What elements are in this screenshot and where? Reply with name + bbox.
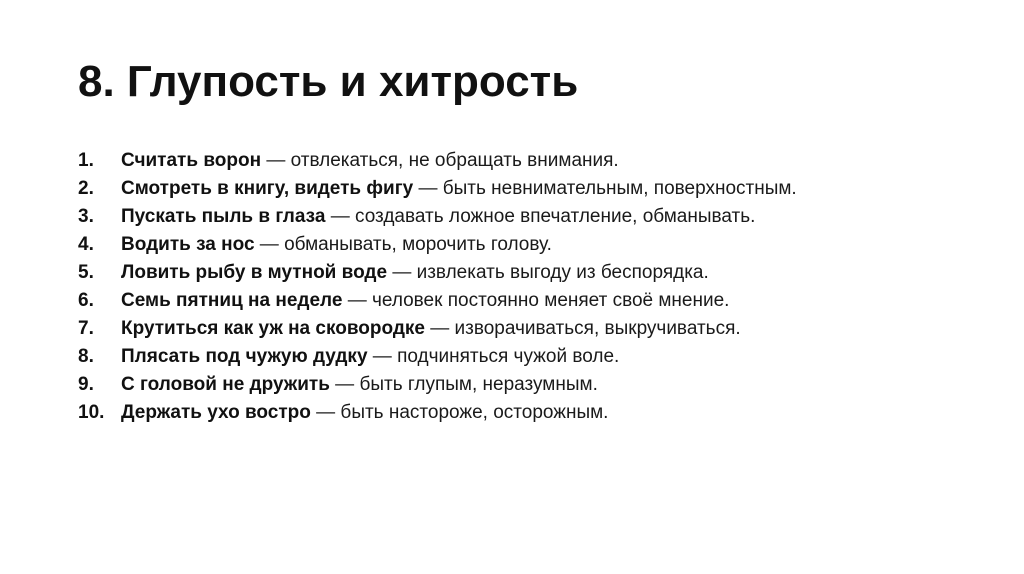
item-number: 5. — [78, 262, 94, 283]
list-item — [78, 262, 978, 283]
idiom-phrase: С головой не дружить — [121, 374, 330, 395]
idiom-phrase: Считать ворон — [121, 150, 262, 171]
item-number: 4. — [78, 234, 94, 255]
idiom-meaning: — изворачиваться, выкручиваться. — [424, 318, 741, 339]
item-number: 10. — [78, 402, 105, 423]
item-text — [121, 178, 978, 199]
idiom-meaning: — подчиняться чужой воле. — [367, 346, 620, 367]
idiom-meaning: — быть настороже, осторожным. — [310, 402, 609, 423]
idiom-phrase: Водить за нос — [121, 234, 255, 255]
idiom-phrase: Смотреть в книгу, видеть фигу — [121, 178, 414, 199]
item-text — [121, 206, 978, 227]
item-number: 8. — [78, 346, 94, 367]
idiom-phrase: Семь пятниц на неделе — [121, 290, 343, 311]
list-item — [78, 206, 978, 227]
item-text — [121, 346, 978, 367]
idiom-phrase: Пускать пыль в глаза — [121, 206, 326, 227]
idiom-phrase: Держать ухо востро — [121, 402, 311, 423]
idiom-phrase: Ловить рыбу в мутной воде — [121, 262, 388, 283]
idiom-meaning: — быть глупым, неразумным. — [329, 374, 598, 395]
list-item — [78, 318, 978, 339]
list-item — [78, 346, 978, 367]
list-item — [78, 178, 978, 199]
slide-title: 8. Глупость и хитрость — [78, 57, 579, 106]
idiom-meaning: — отвлекаться, не обращать внимания. — [261, 150, 619, 171]
idiom-meaning: — создавать ложное впечатление, обманывать. — [325, 206, 756, 227]
item-number: 3. — [78, 206, 94, 227]
item-number: 9. — [78, 374, 94, 395]
idiom-phrase: Плясать под чужую дудку — [121, 346, 368, 367]
idiom-meaning: — человек постоянно меняет своё мнение. — [342, 290, 730, 311]
item-text — [121, 262, 978, 283]
idiom-list — [78, 150, 978, 430]
idiom-meaning: — обманывать, морочить голову. — [254, 234, 552, 255]
idiom-meaning: — извлекать выгоду из беспорядка. — [387, 262, 709, 283]
item-text — [121, 290, 978, 311]
item-number: 6. — [78, 290, 94, 311]
item-text — [121, 402, 978, 423]
item-number: 1. — [78, 150, 94, 171]
item-text — [121, 150, 978, 171]
list-item — [78, 150, 978, 171]
item-text — [121, 234, 978, 255]
item-text — [121, 374, 978, 395]
list-item — [78, 290, 978, 311]
idiom-meaning: — быть невнимательным, поверхностным. — [413, 178, 797, 199]
item-text — [121, 318, 978, 339]
item-number: 7. — [78, 318, 94, 339]
list-item — [78, 402, 978, 423]
list-item — [78, 234, 978, 255]
list-item — [78, 374, 978, 395]
item-number: 2. — [78, 178, 94, 199]
idiom-phrase: Крутиться как уж на сковородке — [121, 318, 425, 339]
